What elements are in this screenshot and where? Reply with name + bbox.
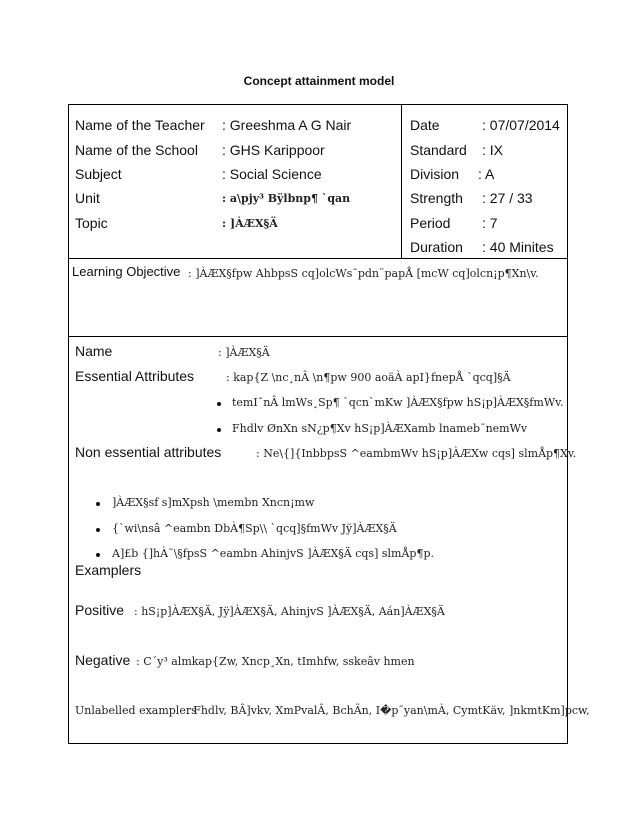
learning-objective-value: : ]ÀÆX§fpw AhbpsS cq]olcWs¯pdn¨papÅ [mcW cq]olcn¡p¶Xn\v. [188,267,539,280]
period-label: Period [410,215,451,231]
unit-value: : a\pjy³ Bÿlbnp¶ `qan [222,192,351,205]
teacher-label: Name of the Teacher [75,117,205,133]
duration-value: : 40 Minites [482,239,554,255]
non-essential-bullet-1: ]ÀÆX§sf s]mXpsh \membn Xncn¡mw [112,496,315,509]
duration-label: Duration [410,239,463,255]
topic-value: : ]ÀÆX§Ä [222,217,278,230]
name-label: Name [75,343,113,359]
essential-attributes-value: : kap{Z \nc¸nÂ \n¶pw 900 aoäÀ apI}fnepÅ `qcq]§Ä [226,371,511,384]
non-essential-label: Non essential attributes [75,444,222,460]
strength-value: : 27 / 33 [482,190,533,206]
essential-bullet-1: temI¯nÂ lmWs¸Sp¶ `qcn`mKw ]ÀÆX§fpw hS¡p]ÀÆX§fmWv. [232,396,564,409]
school-value: : GHS Karippoor [222,142,325,158]
essential-attributes-label: Essential Attributes [75,368,195,384]
positive-label: Positive [75,602,125,618]
row-divider-1 [68,258,568,259]
division-label: Division [410,166,460,182]
bullet-icon [217,428,221,432]
division-value: : A [478,166,495,182]
bullet-icon [217,402,221,406]
unlabelled-value: : Fhdlv, BÂ]vkv, XmPvalÂ, BchÃn, I�p¯yan\mÀ, CymtKäv, ]nkmtKm]pcw, [186,704,590,717]
non-essential-bullet-3: A]£b {]hÀ¯\§fpsS ^eambn AhinjvS ]ÀÆX§Ä cqs] slmÅp¶p. [112,547,434,560]
date-label: Date [410,117,440,133]
bullet-icon [96,553,100,557]
non-essential-value: : Ne\{]{InbbpsS ^eambmWv hS¡p]ÀÆXw cqs] slmÅp¶Xv. [256,447,577,460]
date-value: : 07/07/2014 [482,117,560,133]
unlabelled-label: Unlabelled examplers [75,704,197,717]
teacher-value: : Greeshma A G Nair [222,117,352,133]
row-divider-2 [68,336,568,337]
essential-bullet-2: Fhdlv ØnXn sN¿p¶Xv hS¡p]ÀÆXamb lnameb¯nemWv [232,422,528,435]
name-value: : ]ÀÆX§Ä [218,346,270,359]
examplers-heading: Examplers [75,562,142,578]
standard-label: Standard [410,142,467,158]
subject-label: Subject [75,166,122,182]
column-divider [401,104,402,258]
bullet-icon [96,528,100,532]
period-value: : 7 [482,215,498,231]
positive-value: : hS¡p]ÀÆX§Ä, Jÿ]ÀÆX§Ä, AhinjvS ]ÀÆX§Ä, Aán]ÀÆX§Ä [134,605,445,618]
subject-value: : Social Science [222,166,322,182]
unit-label: Unit [75,190,100,206]
negative-label: Negative [75,652,131,668]
non-essential-bullet-2: {`wi\nsâ ^eambn DbÀ¶Sp\\ `qcq]§fmWv Jÿ]ÀÆX§Ä [112,522,397,535]
standard-value: : IX [482,142,504,158]
strength-label: Strength [410,190,463,206]
negative-value: : C´y³ almkap{Zw, Xncp¸Xn, tImhfw, sskeâv hmen [136,655,415,668]
bullet-icon [96,502,100,506]
learning-objective-label: Learning Objective [72,264,181,279]
school-label: Name of the School [75,142,198,158]
topic-label: Topic [75,215,108,231]
document-title: Concept attainment model [243,74,395,88]
